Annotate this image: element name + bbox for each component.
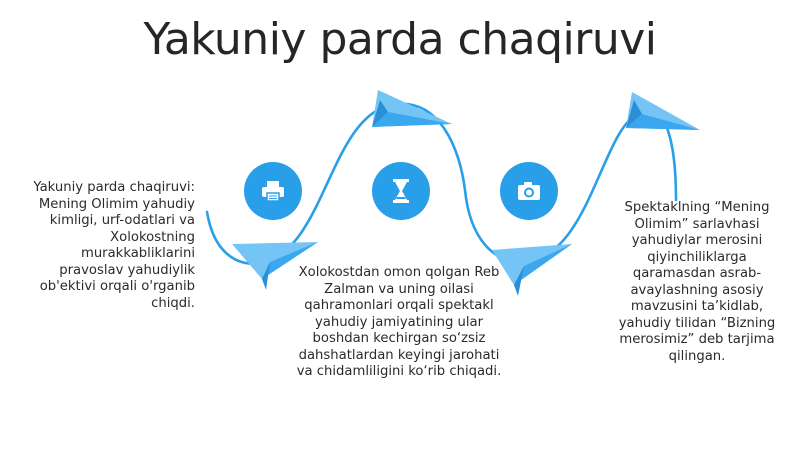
step-3-description: Spektaklning “Mening Olimim” sarlavhasi yahudiylar merosini qiyinchiliklarga qaramasdan asrab-avaylashning asosiy mavzusini ta’kidlab, yahudiy tilidan “Bizning merosimiz” deb tarjima qilingan. [618, 200, 776, 364]
slide-title: Yakuniy parda chaqiruvi [143, 14, 657, 65]
printer-icon [260, 179, 286, 203]
printer-icon-badge [244, 162, 302, 220]
step-1-description: Yakuniy parda chaqiruvi: Mening Olimim yahudiy kimligi, urf-odatlari va Xolokostning murakkabliklarini pravoslav yahudiylik ob'ektivi orqali o'rganib chiqdi. [33, 180, 195, 311]
hourglass-icon-badge [372, 162, 430, 220]
paper-plane-icon [372, 90, 452, 127]
paper-plane-icon [492, 244, 572, 296]
step-2-description: Xolokostdan omon qolgan Reb Zalman va uning oilasi qahramonlari orqali spektakl yahudiy jamiyatining ular boshdan kechirgan so‘zsiz dahshatlardan keyingi jarohati va chidamliligini ko‘rib chiqadi. [296, 265, 502, 379]
camera-icon-badge [500, 162, 558, 220]
camera-icon [516, 180, 542, 202]
hourglass-icon [391, 178, 411, 204]
paper-plane-icon [626, 92, 700, 130]
